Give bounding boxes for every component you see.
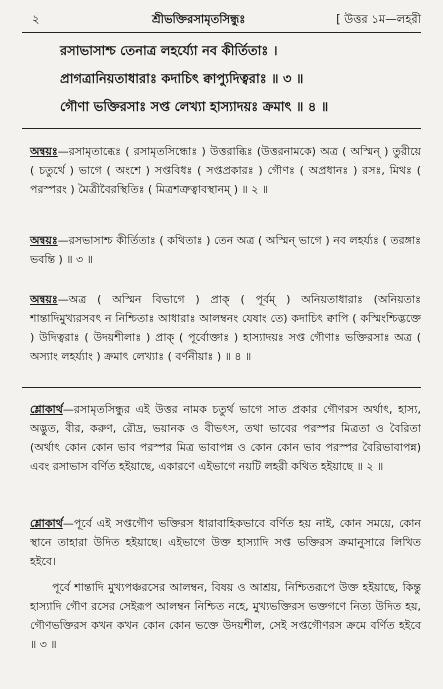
shlokartha-3 — [30, 514, 421, 571]
header-rule — [22, 32, 421, 33]
page-number: ২ — [32, 12, 40, 26]
anvaya-label: অন্বয়ঃ — [30, 234, 58, 247]
section-label: [ উত্তর ১ম—লহরী — [336, 12, 421, 26]
shlokartha-text: —পূর্বে এই সপ্তগৌণ ভক্তিরস ধারাবাহিকভাবে বর্ণিত হয় নাই, কোন সময়ে, কোন স্থানে তাহারা উদিত হইয়াছে। এইভাগে উক্ত হাস্যাদি সপ্ত ভক্তিরস ক্রমানুসারে লিখিত হইবে। — [30, 517, 421, 568]
verse-rule — [22, 128, 421, 129]
verse-line-1: রসাভাসাশ্চ তেনাত্র লহর্য্যো নব কীর্তিতাঃ । — [60, 44, 278, 59]
anvaya-4 — [30, 290, 421, 366]
anvaya-text: —রসামৃতাব্ধেঃ ( রসামৃতসিন্ধোঃ ) উত্তরাব্ধিঃ (উত্তরনামকে) অত্র ( অস্মিন্ ) তুরীয়ে ( চতুর্থে ) ভাগে ( অংশে ) সপ্তবিধঃ ( সপ্তপ্রকারঃ ) গৌণঃ ( অপ্রধানঃ ) রসঃ, মিথঃ ( পরস্পরং ) মৈত্রীবৈরস্থিতিঃ ( মিত্রশত্রুত্বাবস্থানম্ ) ॥ ২ ॥ — [30, 145, 421, 196]
shlokartha-2 — [30, 400, 421, 476]
closing-paragraph — [30, 578, 421, 654]
shlokartha-label: শ্লোকার্থ — [30, 403, 63, 416]
book-title: শ্রীভক্তিরসামৃতসিন্ধুঃ — [152, 12, 246, 26]
shlokartha-text: —রসামৃতসিন্ধুর এই উত্তর নামক চতুর্থ ভাগে সাত প্রকার গৌণরস অর্থাৎ, হাস্য, অদ্ভুত, বীর, করুণ, রৌদ্র, ভয়ানক ও বীভৎস, তথা ভাবের পরস্পর মিত্রতা ও বৈরিতা (অর্থাৎ কোন কোন ভাব পরস্পর মিত্র ভাবাপন্ন ও কোন কোন ভাব পরস্পর বৈরিভাবাপন্ন) এবং রসাভাস বর্ণিত হইয়াছে, একারণে এইভাগে নয়টি লহরী কথিত হইয়াছে ॥ ২ ॥ — [30, 403, 421, 473]
verse-line-3: গৌণা ভক্তিরসাঃ সপ্ত লেখ্যা হাস্যাদয়ঃ ক্রমাৎ ॥ ৪ ॥ — [60, 100, 329, 115]
section-rule — [22, 387, 421, 388]
anvaya-text: —রসভাসাশ্চ কীর্তিতাঃ ( কথিতাঃ ) তেন অত্র ( অস্মিন্ ভাগে ) নব লহর্য্যঃ ( তরঙ্গাঃ ভবন্তি ) ॥ ৩ ॥ — [30, 234, 421, 266]
verse-line-2: প্রাগত্রানিয়তাধারাঃ কদাচিৎ ক্বাপ্যুদিত্বরাঃ ॥ ৩ ॥ — [60, 72, 304, 87]
anvaya-3 — [30, 231, 421, 269]
shlokartha-label: শ্লোকার্থ — [30, 517, 63, 530]
running-header — [32, 8, 421, 30]
closing-text: পূর্বে শান্তাদি মুখ্যপঞ্চরসের আলম্বন, বিষয় ও আশ্রয়, নিশ্চিতরূপে উক্ত হইয়াছে, কিন্তু হাস্যাদি গৌণ রসের সেইরূপ আলম্বন নিশ্চিত নহে, মুখ্যভক্তিরস ভক্তগণে নিত্য উদিত হয়, গৌণভক্তিরস কখন কখন কোন কোন ভক্তে উদয়শীল, সেই সপ্তগৌণরস ক্রমে বর্ণিত হইবে ॥ ৩ ॥ — [30, 581, 421, 651]
anvaya-text: —অত্র ( অস্মিন বিভাগে ) প্রাক্ ( পূর্বম্ ) অনিয়তাধারাঃ (অনিয়তাঃ শান্তাদিমুখ্যরসবৎ ন নিশ্চিতাঃ আধারাঃ আলম্বনং যেষাং তে) কদাচিৎ ক্বাপি ( কস্মিংশ্চিদ্ভক্তে ) উদিত্বরাঃ ( উদয়শীলাঃ ) প্রাক্ ( পূর্বোক্তাঃ ) হাস্যাদয়ঃ সপ্ত গৌণাঃ ভক্তিরসাঃ অত্র ( অস্যাং লহর্য্যাং ) ক্রমাৎ লেখ্যাঃ ( বর্ণনীয়াঃ ) ॥ ৪ ॥ — [30, 293, 421, 363]
anvaya-2 — [30, 142, 421, 199]
anvaya-label: অন্বয়ঃ — [30, 293, 58, 306]
anvaya-label: অন্বয়ঃ — [30, 145, 58, 158]
